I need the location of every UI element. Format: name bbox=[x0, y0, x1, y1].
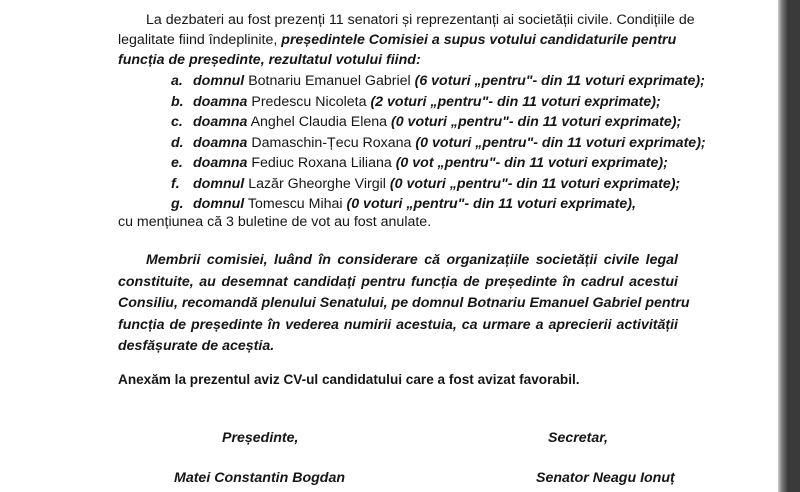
candidate-item: b. doamna Predescu Nicoleta (2 voturi „pentru"- din 11 voturi exprimate); bbox=[171, 93, 661, 110]
scanner-edge bbox=[778, 0, 800, 492]
plain-text: legalitate fiind îndeplinite, bbox=[118, 32, 282, 48]
candidate-item: g. domnul Tomescu Mihai (0 voturi „pentru"- din 11 voturi exprimate), bbox=[171, 196, 636, 212]
paragraph-vote-intro bbox=[118, 10, 695, 70]
candidate-item: d. doamna Damaschin-Țecu Roxana (0 voturi „pentru"- din 11 voturi exprimate); bbox=[171, 134, 706, 151]
secretary-label: Secretar, bbox=[548, 430, 608, 446]
annex-statement: Anexăm la prezentul aviz CV-ul candidatului care a fost avizat favorabil. bbox=[118, 372, 580, 387]
secretary-name: Senator Neagu Ionuț bbox=[536, 470, 675, 486]
candidate-item: a. domnul Botnariu Emanuel Gabriel (6 voturi „pentru"- din 11 voturi exprimate); bbox=[171, 73, 705, 89]
candidate-item: f. domnul Lazăr Gheorghe Virgil (0 voturi „pentru"- din 11 voturi exprimate); bbox=[171, 175, 681, 192]
paragraph-line: funcția de președinte, rezultatul votului fiind: bbox=[118, 52, 421, 68]
candidate-item: e. doamna Fediuc Roxana Liliana (0 vot „pentru"- din 11 voturi exprimate); bbox=[171, 155, 668, 171]
paragraph-line bbox=[118, 30, 678, 50]
paragraph-line: funcția de președinte în vederea numirii acestuia, ca urmare a aprecierii activității bbox=[118, 316, 678, 333]
president-name: Matei Constantin Bogdan bbox=[174, 470, 346, 486]
paragraph-line: La dezbateri au fost prezenți 11 senatori și reprezentanți ai societății civile. Condițiile de bbox=[146, 12, 695, 28]
paragraph-line: Consiliu, recomandă plenului Senatului, pe domnul Botnariu Emanuel Gabriel pentru bbox=[118, 295, 690, 311]
paragraph-recommendation bbox=[118, 250, 690, 358]
annulled-ballots-note: cu mențiunea că 3 buletine de vot au fost anulate. bbox=[118, 214, 432, 230]
candidate-list bbox=[171, 71, 706, 215]
paragraph-line: desfășurate de aceștia. bbox=[118, 338, 275, 354]
emphasis-text: președintele Comisiei a supus votului candidaturile pentru bbox=[281, 32, 677, 48]
paragraph-line: Membrii comisiei, luând în considerare că organizațiile societății civile legal bbox=[146, 252, 678, 268]
president-label: Președinte, bbox=[222, 430, 299, 446]
paragraph-line: constituite, au desemnat candidați pentru funcția de președinte în cadrul acestui bbox=[118, 273, 678, 290]
candidate-item: c. doamna Anghel Claudia Elena (0 voturi „pentru"- din 11 voturi exprimate); bbox=[171, 114, 682, 130]
